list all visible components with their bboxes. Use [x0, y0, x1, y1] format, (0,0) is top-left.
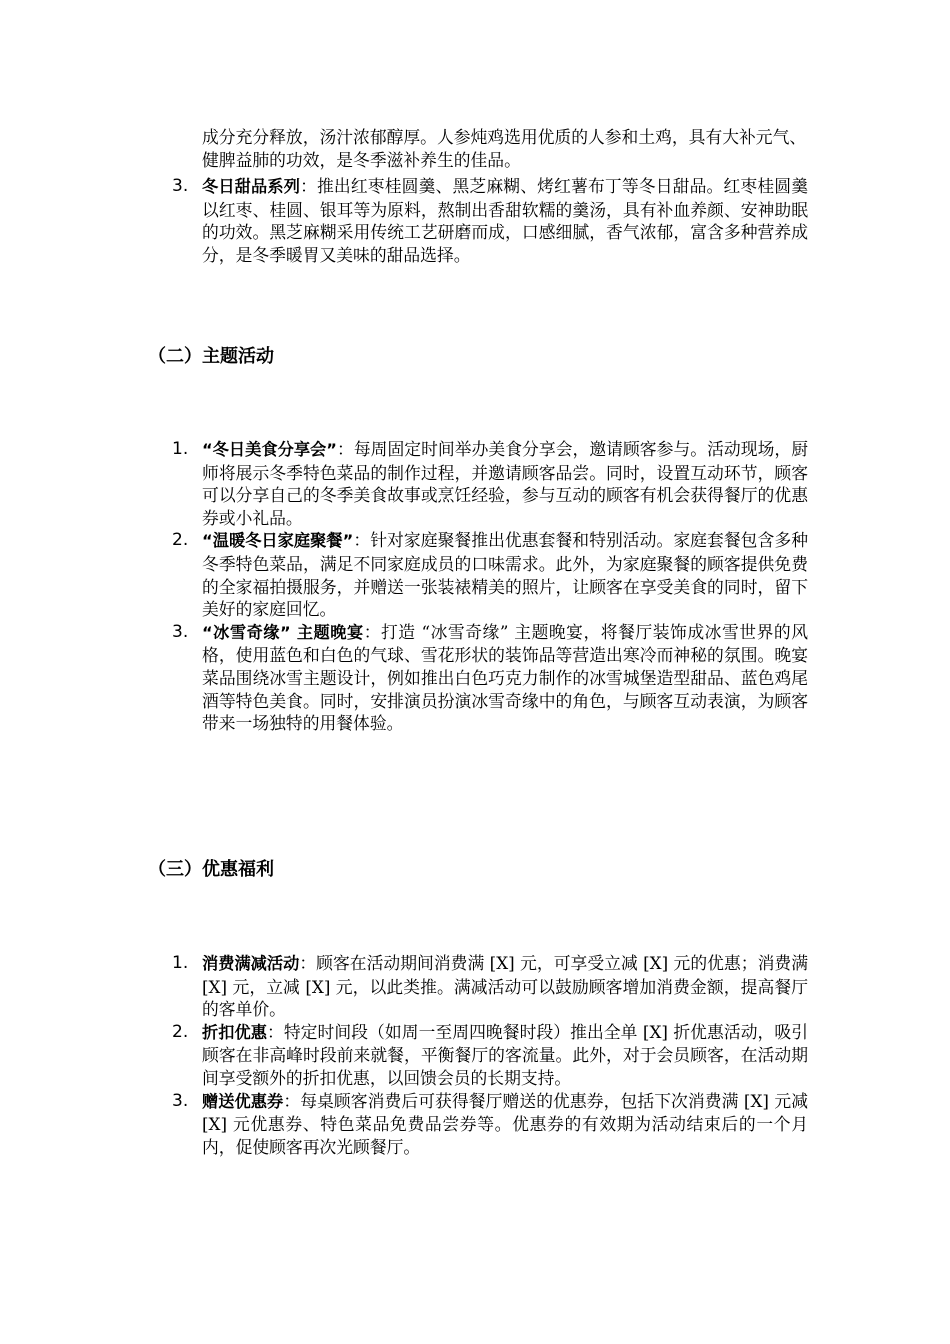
list-item-discount — [0, 1021, 950, 1090]
list-number: 1. — [172, 953, 189, 973]
list-item-text — [202, 952, 808, 1021]
list-item-lead: 折扣优惠 — [202, 1022, 267, 1042]
list-item-lead: 赠送优惠券 — [202, 1091, 284, 1111]
list-item-separator: ： — [299, 953, 317, 973]
list-item-spend-reduction — [0, 952, 950, 1021]
list-item-lead: “温暖冬日家庭聚餐” — [202, 531, 354, 551]
themed-activities-list — [0, 438, 950, 735]
list-number: 2. — [172, 1021, 189, 1042]
list-item-body: 每周固定时间举办美食分享会，邀请顾客参与。活动现场，厨师将展示冬季特色菜品的制作过程，并邀请顾客品尝。同时，设置互动环节，顾客可以分享自己的冬季美食故事或烹饪经验，参与互动的顾客有机会获得餐厅的优惠券或小礼品。 — [202, 439, 808, 528]
list-item-text — [202, 438, 808, 529]
list-item-body: 顾客在活动期间消费满 [X] 元，可享受立减 [X] 元的优惠；消费满 [X] 元，立减 [X] 元，以此类推。满减活动可以鼓励顾客增加消费金额，提高餐厅的客单价。 — [202, 953, 809, 1020]
list-number: 3. — [172, 621, 189, 642]
dish-list — [0, 175, 950, 266]
list-number: 3. — [172, 1090, 189, 1111]
list-item-frozen-banquet — [0, 621, 950, 735]
list-item-separator: ： — [283, 1090, 301, 1111]
list-item-dessert-series — [0, 175, 950, 266]
list-item-text — [202, 175, 808, 266]
list-item-text — [202, 621, 808, 735]
list-item-separator: ： — [336, 439, 354, 459]
list-item-separator: ： — [267, 1021, 284, 1042]
list-item-lead: “冰雪奇缘” 主题晚宴 — [202, 622, 364, 642]
previous-item-continuation-block — [0, 126, 950, 171]
list-item-lead: 冬日甜品系列 — [202, 177, 301, 196]
discounts-list — [0, 952, 950, 1158]
list-item-lead: “冬日美食分享会” — [202, 440, 337, 459]
list-item-body: 推出红枣桂圆羹、黑芝麻糊、烤红薯布丁等冬日甜品。红枣桂圆羹以红枣、桂圆、银耳等为原料，熬制出香甜软糯的羹汤，具有补血养颜、安神助眠的功效。黑芝麻糊采用传统工艺研磨而成，口感细腻，香气浓郁，富含多种营养成分，是冬季暖胃又美味的甜品选择。 — [202, 176, 808, 265]
list-item-body: 针对家庭聚餐推出优惠套餐和特别活动。家庭套餐包含多种冬季特色菜品，满足不同家庭成员的口味需求。此外，为家庭聚餐的顾客提供免费的全家福拍摄服务，并赠送一张装裱精美的照片，让顾客在享受美食的同时，留下美好的家庭回忆。 — [202, 530, 808, 620]
list-item-text — [202, 1021, 808, 1090]
list-number: 2. — [172, 530, 189, 551]
list-item-body: 特定时间段（如周一至周四晚餐时段）推出全单 [X] 折优惠活动，吸引顾客在非高峰时段前来就餐，平衡餐厅的客流量。此外，对于会员顾客，在活动期间享受额外的折扣优惠，以回馈会员的长期支持。 — [202, 1021, 808, 1088]
section-heading-themed-activities: （二）主题活动 — [148, 346, 274, 367]
list-item-body: 每桌顾客消费后可获得餐厅赠送的优惠券，包括下次消费满 [X] 元减 [X] 元优惠券、特色菜品免费品尝券等。优惠券的有效期为活动结束后的一个月内，促使顾客再次光顾餐厅。 — [202, 1090, 808, 1157]
list-item-separator: ： — [300, 176, 317, 196]
section-heading-discounts: （三）优惠福利 — [148, 859, 274, 880]
list-item-body: 打造 “冰雪奇缘” 主题晚宴，将餐厅装饰成冰雪世界的风格，使用蓝色和白色的气球、雪花形状的装饰品等营造出寒冷而神秘的氛围。晚宴菜品围绕冰雪主题设计，例如推出白色巧克力制作的冰雪城堡造型甜品、蓝色鸡尾酒等特色美食。同时，安排演员扮演冰雪奇缘中的角色，与顾客互动表演，为顾客带来一场独特的用餐体验。 — [202, 621, 808, 734]
list-item-lead: 消费满减活动 — [202, 954, 300, 973]
list-item-text — [202, 1090, 808, 1159]
list-number: 1. — [172, 439, 189, 459]
list-number: 3. — [172, 176, 189, 196]
list-item-separator: ： — [363, 621, 381, 642]
list-item-coupon-gift — [0, 1090, 950, 1159]
list-item-separator: ： — [353, 530, 371, 551]
list-item-family-dinner — [0, 529, 950, 620]
previous-item-continuation: 成分充分释放，汤汁浓郁醇厚。人参炖鸡选用优质的人参和土鸡，具有大补元气、健脾益肺的功效，是冬季滋补养生的佳品。 — [202, 127, 807, 170]
list-item-text — [202, 529, 808, 620]
list-item-food-sharing — [0, 438, 950, 529]
